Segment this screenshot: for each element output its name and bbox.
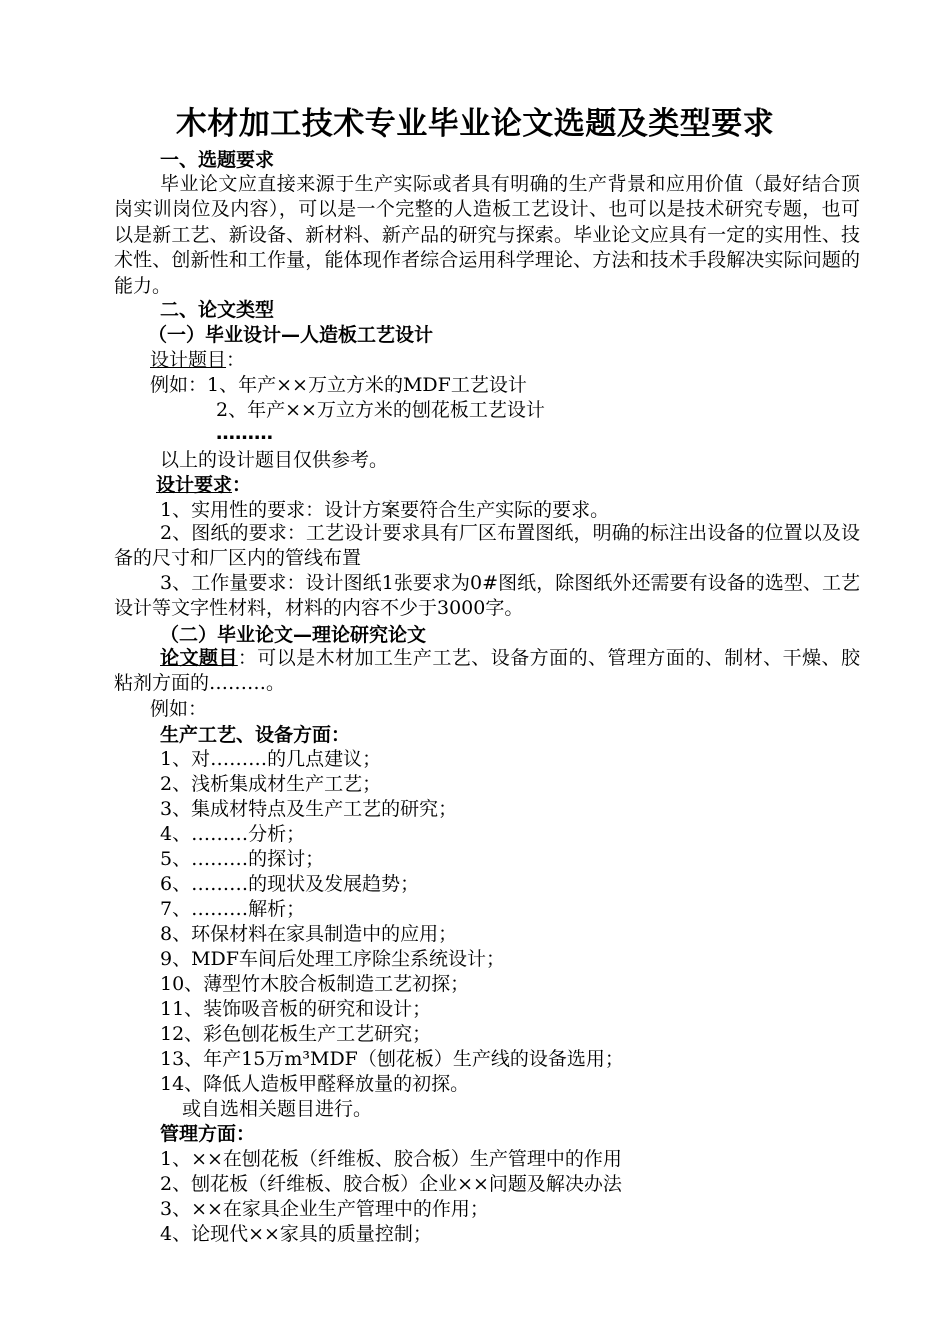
subsection-heading-graduation-design: （一）毕业设计—人造板工艺设计 [148,324,434,346]
list-item: 12、彩色刨花板生产工艺研究； [160,1023,432,1045]
design-requirements-colon: ： [232,474,252,496]
design-requirement-1: 1、实用性的要求：设计方案要符合生产实际的要求。 [160,499,610,521]
list-item: 4、………分析； [160,823,306,845]
list-item: 13、年产15万m³MDF（刨花板）生产线的设备选用； [160,1048,624,1070]
design-topic-note: 以上的设计题目仅供参考。 [160,449,389,471]
design-requirements-label: 设计要求 [156,474,233,496]
list-item: 5、………的探讨； [160,848,325,870]
list-item: 9、MDF车间后处理工序除尘系统设计； [160,948,505,970]
section-heading-thesis-types: 二、论文类型 [160,299,275,321]
management-heading: 管理方面： [160,1123,256,1145]
self-select-note: 或自选相关题目进行。 [182,1098,373,1120]
design-topic-label: 设计题目 [150,349,227,371]
example-prefix: 例如： [150,374,208,396]
list-item: 2、浅析集成材生产工艺； [160,773,382,795]
list-item: 7、………解析； [160,898,306,920]
example-item-2: 2、年产××万立方米的刨花板工艺设计 [216,399,545,421]
design-requirements-heading [156,472,251,498]
list-item: 8、环保材料在家具制造中的应用； [160,923,458,945]
thesis-topic-paragraph [114,646,860,697]
thesis-example-label: 例如： [150,698,208,720]
list-item: 10、薄型竹木胶合板制造工艺初探； [160,973,470,995]
thesis-topic-text: ：可以是木材加工生产工艺、设备方面的、管理方面的、制材、干燥、胶粘剂方面的………。 [114,647,860,695]
design-topic-line [150,347,245,373]
design-topic-colon: ： [226,349,246,371]
list-item: 11、装饰吸音板的研究和设计； [160,998,432,1020]
list-item: 4、论现代××家具的质量控制； [160,1223,432,1245]
production-heading: 生产工艺、设备方面： [160,724,351,746]
list-item: 3、集成材特点及生产工艺的研究； [160,798,458,820]
example-item-1: 1、年产××万立方米的MDF工艺设计 [207,374,527,396]
example-ellipsis: ……… [216,422,273,444]
list-item: 3、××在家具企业生产管理中的作用； [160,1198,489,1220]
list-item: 14、降低人造板甲醛释放量的初探。 [160,1073,470,1095]
section-heading-topic-requirements: 一、选题要求 [160,149,275,171]
thesis-topic-label: 论文题目 [160,647,238,669]
list-item: 2、刨花板（纤维板、胶合板）企业××问题及解决办法 [160,1173,622,1195]
document-title: 木材加工技术专业毕业论文选题及类型要求 [175,106,775,142]
topic-requirements-paragraph: 毕业论文应直接来源于生产实际或者具有明确的生产背景和应用价值（最好结合顶岗实训岗位及内容），可以是一个完整的人造板工艺设计、也可以是技术研究专题，也可以是新工艺、新设备、新材料、新产品的研究与探索。毕业论文应具有一定的实用性、技术性、创新性和工作量，能体现作者综合运用科学理论、方法和技术手段解决实际问题的能力。 [114,173,860,297]
list-item: 6、………的现状及发展趋势； [160,873,420,895]
example-line-1 [150,372,527,398]
subsection-heading-research-thesis: （二）毕业论文—理论研究论文 [160,624,427,646]
design-requirement-2: 2、图纸的要求：工艺设计要求具有厂区布置图纸，明确的标注出设备的位置以及设备的尺寸和厂区内的管线布置 [114,522,860,570]
list-item: 1、××在刨花板（纤维板、胶合板）生产管理中的作用 [160,1148,622,1170]
list-item: 1、对………的几点建议； [160,748,382,770]
design-requirement-3: 3、工作量要求：设计图纸1张要求为0#图纸，除图纸外还需要有设备的选型、工艺设计等文字性材料，材料的内容不少于3000字。 [114,572,860,620]
